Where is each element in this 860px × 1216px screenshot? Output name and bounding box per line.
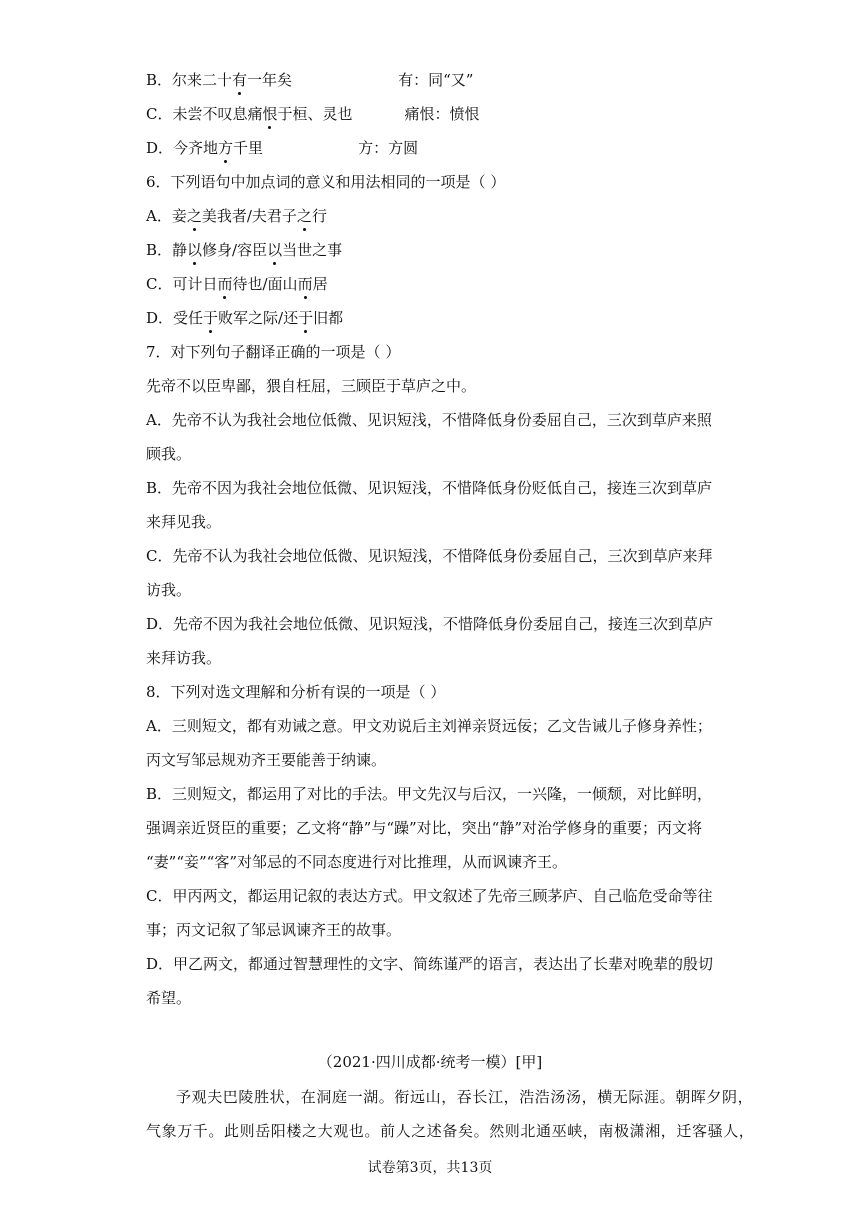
q8-option-a-line1: A．三则短文，都有劝诫之意。甲文劝说后主刘禅亲贤远佞；乙文告诫儿子修身养性； [146,717,712,735]
q8-option-c-line2: 事；丙文记叙了邹忌讽谏齐王的故事。 [146,921,402,939]
option-text: D．受任 [146,309,204,327]
q5-option-b [146,70,473,90]
dotted-word: 于 [203,309,219,327]
dotted-word: 方 [218,139,234,157]
dotted-word: 有 [232,71,248,89]
q7-option-b-line2: 来拜见我。 [146,513,222,531]
option-text: 待也/面山 [232,275,298,293]
q6-stem: 6．下列语句中加点词的意义和用法相同的一项是（ ） [146,173,506,191]
q7-option-d-line1: D．先帝不因为我社会地位低微、见识短浅，不惜降低身份委屈自己，接连三次到草庐 [146,615,714,633]
option-gloss: 有：同“又” [398,71,474,89]
q8-option-d-line1: D．甲乙两文，都通过智慧理性的文字、简练谨严的语言，表达出了长辈对晚辈的殷切 [146,955,714,973]
q7-sentence: 先帝不以臣卑鄙，猥自枉屈，三顾臣于草庐之中。 [146,377,477,395]
q7-option-a-line2: 顾我。 [146,445,192,463]
dotted-word: 之 [296,207,312,225]
option-text: 千里 [233,139,264,157]
option-text: 一年矣 [247,71,293,89]
option-text: 当世之事 [282,241,343,259]
q8-option-a-line2: 丙文写邹忌规劝齐王要能善于纳谏。 [146,751,387,769]
option-text: 美我者/夫君子 [201,207,297,225]
dotted-word: 而 [217,275,233,293]
passage-line1: 予观夫巴陵胜状，在洞庭一湖。衔远山，吞长江，浩浩汤汤，横无际涯。朝晖夕阴， [176,1088,754,1106]
dotted-word: 而 [297,275,313,293]
q5-option-c [146,104,480,124]
q7-option-a-line1: A．先帝不认为我社会地位低微、见识短浅，不惜降低身份委屈自己，三次到草庐来照 [146,411,712,429]
q8-stem: 8．下列对选文理解和分析有误的一项是（ ） [146,683,446,701]
option-text: B．尔来二十 [146,71,233,89]
q6-option-b [146,240,342,260]
q8-option-b-line1: B．三则短文，都运用了对比的手法。甲文先汉与后汉，一兴隆，一倾颓，对比鲜明， [146,785,713,803]
passage-line2: 气象万千。此则岳阳楼之大观也。前人之述备矣。然则北通巫峡，南极潇湘，迁客骚人， [146,1122,755,1140]
q8-option-d-line2: 希望。 [146,989,192,1007]
option-text: C．未尝不叹息痛 [146,105,263,123]
option-text: 行 [311,207,327,225]
dotted-word: 于 [298,309,314,327]
q6-option-a [146,206,327,226]
option-text: A．妾 [146,207,187,225]
option-gloss: 痛恨：愤恨 [404,105,480,123]
page-footer: 试卷第3页，共13页 [367,1160,493,1176]
option-text: 居 [312,275,328,293]
option-text: B．静 [146,241,188,259]
option-text: 修身/容臣 [202,241,268,259]
option-gloss: 方：方圆 [358,139,419,157]
q7-option-b-line1: B．先帝不因为我社会地位低微、见识短浅，不惜降低身份贬低自己，接连三次到草庐 [146,479,713,497]
passage-source: （2021·四川成都·统考一模）[甲] [317,1053,543,1071]
q8-option-b-line3: “妻”“妾”“客”对邹忌的不同态度进行对比推理，从而讽谏齐王。 [146,853,568,871]
option-text: 旧都 [313,309,344,327]
dotted-word: 以 [187,241,203,259]
q6-option-d [146,308,343,328]
option-text: 败军之际/还 [218,309,299,327]
dotted-word: 恨 [262,105,278,123]
option-text: 于桓、灵也 [277,105,353,123]
option-text: C．可计日 [146,275,218,293]
q8-option-c-line1: C．甲丙两文，都运用记叙的表达方式。甲文叙述了先帝三顾茅庐、自己临危受命等往 [146,887,713,905]
q6-option-c [146,274,328,294]
q7-option-c-line2: 访我。 [146,581,192,599]
q7-option-c-line1: C．先帝不认为我社会地位低微、见识短浅，不惜降低身份委屈自己，三次到草庐来拜 [146,547,713,565]
q5-option-d [146,138,418,158]
q7-stem: 7．对下列句子翻译正确的一项是（ ） [146,343,401,361]
option-text: D．今齐地 [146,139,219,157]
dotted-word: 之 [186,207,202,225]
q8-option-b-line2: 强调亲近贤臣的重要；乙文将“静”与“躁”对比，突出“静”对治学修身的重要；丙文将 [146,819,703,837]
q7-option-d-line2: 来拜访我。 [146,649,222,667]
dotted-word: 以 [267,241,283,259]
